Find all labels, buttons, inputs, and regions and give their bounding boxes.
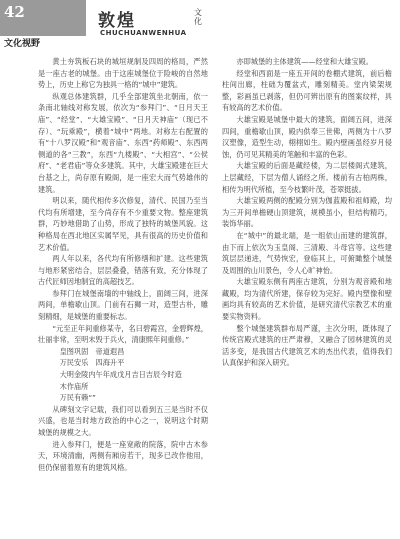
- paragraph: 进入参拜门，便是一座宽敞的院落，院中古木参天，环境清幽，两侧有厢房若干，现多已改作他用，但仍保留着原有的建筑风格。: [38, 439, 208, 472]
- paragraph: 黄土夯筑板石块的城垣规制及四周的格局，严然是一座古老的城堡。由于这座城堡位于险峻的自然地势上，历史上称它为独具一格的“城中”建筑。: [38, 57, 208, 90]
- paragraph: 大雄宝殿的后面是藏经楼，为二层楼阁式建筑，上层藏经，下层为僧人诵经之所。楼前有古柏两株，相传为明代所植，至今枝繁叶茂，苍翠挺拔。: [222, 161, 392, 194]
- paragraph: 在“城中”的最北端，是一组依山而建的建筑群，由下而上依次为玉皇阁、三清殿、斗母宫等。这些建筑层层递进，气势恢宏，登临其上，可俯瞰整个城堡及周围的山川景色，令人心旷神怡。: [222, 230, 392, 275]
- paragraph: 亦即城堡的主体建筑——经堂和大雄宝殿。: [236, 57, 373, 66]
- right-text-column: [222, 56, 392, 369]
- paragraph: 经堂和西面是一座五开间的卷棚式建筑，前后檐柱间出廊，柱础为覆盆式，雕刻精美。堂内梁架规整，彩画虽已剥落，但仍可辨出原有的图案纹样，具有较高的艺术价值。: [222, 68, 392, 113]
- page-number: 42: [4, 3, 25, 21]
- paragraph: 大雄宝殿是城堡中最大的建筑，面阔五间，进深四间，重檐歇山顶，殿内供奉三世佛，两侧为十八罗汉塑像，造型生动，栩栩如生。殿内壁画虽经岁月侵蚀，仍可见其精美的笔触和丰富的色彩。: [222, 114, 392, 159]
- inscription-line: 大明金陵内午年成戊月吉日吉辰今时造: [59, 370, 182, 380]
- paragraph: 明以来，随代相传多次修复，清代、民国乃至当代均有所增建，至今尚存有不少重要文物。整座建筑群，巧妙地借助了山势，形成了独特的城堡风貌。这种格局在西北地区实属罕见，具有很高的历史价值和艺术价值。: [38, 196, 208, 252]
- logo-chinese: 敦煌: [98, 11, 136, 31]
- logo-pinyin: CHUCHUANWENHUA: [100, 29, 187, 37]
- paragraph: 从碑刻文字记载，我们可以看到五三是当时不仅兴盛，也是当时地方政治的中心之一，说明这个时期城堡的规模之大。: [38, 404, 208, 437]
- inscription-line: 皇图巩固 帝道遐昌: [59, 346, 125, 356]
- column-name: 文化视野: [4, 39, 41, 49]
- paragraph: 参拜门在城堡南墙的中轴线上，面阔三间，进深两间，单檐歇山顶。门前有石狮一对，造型古朴，雕刻精细，是城堡的重要标志。: [38, 288, 208, 322]
- paragraph: 大雄宝殿两侧的配殿分别为伽蓝殿和祖师殿，均为三开间单檐硬山顶建筑，规模虽小，但结构精巧，装饰华丽。: [222, 196, 392, 229]
- inscription-line: 万民有赖“”: [59, 393, 96, 403]
- paragraph: 两人年以来，各代均有所修缮和扩建。这些建筑与地形紧密结合，层层叠叠，错落有致，充分体现了古代匠师因地制宜的高超技艺。: [38, 254, 208, 287]
- left-text-column: [38, 56, 208, 473]
- inscription-line: 木作庙所: [59, 381, 89, 391]
- magazine-logo: [86, 2, 386, 42]
- inscription-line: 万民安乐 四海升平: [59, 358, 125, 368]
- page-header: [0, 0, 86, 48]
- page-number-box: [0, 0, 86, 36]
- logo-side-text: 文化: [194, 8, 202, 26]
- paragraph: 大雄宝殿东侧有两座古建筑，分别为观音殿和地藏殿，均为清代所建，保存较为完好。殿内塑像和壁画均具有较高的艺术价值，是研究清代宗教艺术的重要实物资料。: [222, 277, 392, 322]
- paragraph: “元至正年间重修某寺，名曰碧霞宫，金碧辉煌，壮丽非常，至明末毁于兵火，清康熙年间重修。”: [38, 323, 208, 345]
- paragraph: 纵观总体建筑群，几乎全部建筑坐北朝南，依一条南北轴线对称发展，依次为“参拜门”、“日月天王庙”、“经堂”、“大雄宝殿”、“日月天神庙”（现已不存）、“玩乘殿”，横着“城中”两地。对称左右配置的有“十八罗汉殿”和“观音庙”、东西“药师殿”、东西两侧道的各“三教”，东西“九楼殿”、“大相宫”、“公侯府”、“老君庙”等众多建筑。其中，大雄宝殿建在巨大台基之上，尚存原有殿阁，是一座宏大而气势雄伟的建筑。: [38, 91, 208, 194]
- paragraph: 整个城堡建筑群布局严谨，主次分明，既体现了传统宫殿式建筑的庄严肃穆，又融合了园林建筑的灵活多变，是我国古代建筑艺术的杰出代表，值得我们认真保护和深入研究。: [222, 323, 392, 368]
